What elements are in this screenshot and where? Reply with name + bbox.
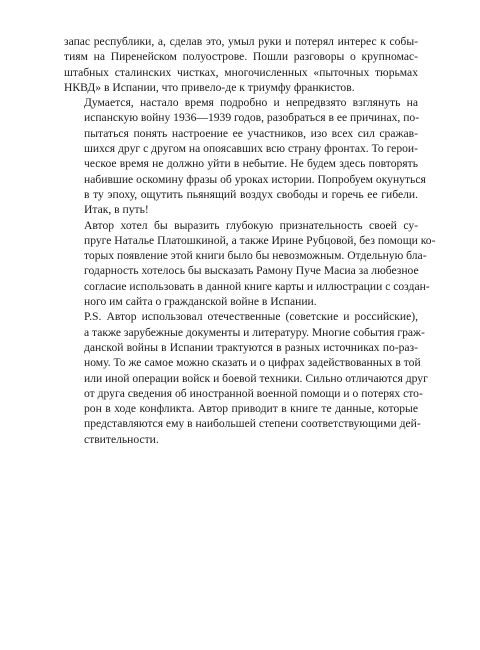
text-line: а также зарубежные документы и литературу. Многие события граж- — [84, 325, 425, 339]
text-line: Итак, в путь! — [84, 203, 149, 217]
paragraph-1 — [64, 34, 418, 95]
text-line: или иной операции войск и боевой техники. Сильно отличаются друг — [84, 371, 428, 385]
text-line: ному. То же самое можно сказать и о цифрах задействованных в той — [84, 356, 421, 370]
text-line: ствительности. — [84, 432, 159, 446]
paragraph-2 — [64, 95, 426, 217]
text-line: ческое время не должно уйти в небытие. Не будем здесь повторять — [84, 157, 418, 171]
text-line: штабных сталинских чистках, многочисленных «пыточных тюрьмах — [64, 65, 418, 79]
text-line: от друга сведения об иностранной военной помощи и о потерях сто- — [84, 386, 423, 400]
text-line: Автор хотел бы выразить глубокую признательность своей су- — [84, 218, 418, 232]
text-line: согласие использовать в данной книге карты и иллюстрации с создан- — [84, 279, 430, 293]
text-line: запас республики, а, сделав это, умыл руки и потерял интерес к собы- — [64, 35, 418, 48]
paragraph-4 — [64, 309, 428, 447]
text-line: торых появление этой книги было бы невозможным. Отдельную бла- — [84, 249, 427, 263]
text-line: годарность хотелось бы высказать Рамону Пуче Масиа за любезное — [84, 264, 419, 278]
text-line: Думается, настало время подробно и непредвзято взглянуть на — [84, 96, 418, 110]
text-line: пруге Наталье Платошкиной, а также Ирине Рубцовой, без помощи ко- — [84, 233, 436, 247]
text-line: P.S. Автор использовал отечественные (советские и российские), — [84, 310, 418, 324]
text-line: тиям на Пиренейском полуострове. Пошли разговоры о крупномас- — [64, 50, 418, 64]
text-line: НКВД» в Испании, что привело-де к триумфу франкистов. — [64, 80, 355, 94]
text-line: шихся друг с другом на опоясавших всю страну фронтах. То герои- — [84, 142, 418, 156]
text-line: ного им сайта о гражданской войне в Испании. — [84, 295, 317, 309]
paragraph-3 — [64, 218, 436, 310]
text-line: испанскую войну 1936—1939 годов, разобраться в ее причинах, по- — [84, 111, 420, 125]
text-line: данской войны в Испании трактуются в разных источниках по-раз- — [84, 340, 418, 354]
text-line: рон в ходе конфликта. Автор приводит в книге те данные, которые — [84, 402, 418, 416]
text-line: пытаться понять настроение ее участников, изо всех сил сражав- — [84, 126, 418, 140]
text-line: набившие оскомину фразы об уроках истории. Попробуем окунуться — [84, 172, 426, 186]
text-line: представляются ему в наибольшей степени соответствующими дей- — [84, 417, 421, 431]
text-line: в ту эпоху, ощутить пьянящий воздух свободы и горечь ее гибели. — [84, 187, 418, 201]
